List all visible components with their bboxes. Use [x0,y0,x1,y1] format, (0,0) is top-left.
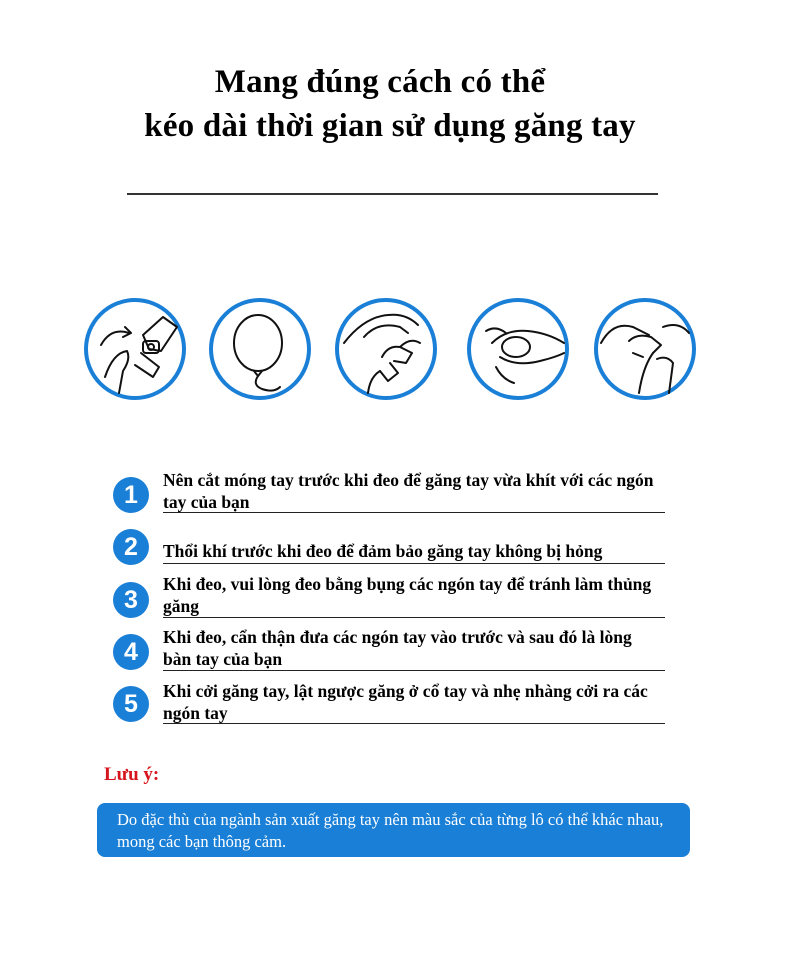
title-line-1: Mang đúng cách có thể [214,64,546,100]
title-divider [127,193,658,195]
step-underline [163,563,665,564]
title-line-2: kéo dài thời gian sử dụng găng tay [144,108,636,144]
step-number-badge: 4 [113,634,149,670]
insert-fingers-icon [466,297,570,401]
balloon-icon [208,297,312,401]
step-number-badge: 3 [113,582,149,618]
step-underline [163,723,665,724]
step-text: Khi đeo, cẩn thận đưa các ngón tay vào trước và sau đó là lòng bàn tay của bạn [163,627,632,669]
note-label: Lưu ý: [104,764,160,785]
trim-nails-icon [83,297,187,401]
step-number-badge: 5 [113,686,149,722]
remove-glove-icon [593,297,697,401]
step-number-badge: 2 [113,529,149,565]
fingertip-grip-icon [334,297,438,401]
note-text: Do đặc thù của ngành sản xuất găng tay nên màu sắc của từng lô có thể khác nhau, mong các bạn thông cảm. [117,810,664,851]
step-number-badge: 1 [113,477,149,513]
step-text: Thổi khí trước khi đeo để đảm bảo găng tay không bị hỏng [163,541,603,561]
step-text: Nên cắt móng tay trước khi đeo để găng tay vừa khít với các ngón tay của bạn [163,470,654,512]
step-underline [163,670,665,671]
step-text: Khi cởi găng tay, lật ngược găng ở cổ tay và nhẹ nhàng cởi ra các ngón tay [163,681,648,723]
step-underline [163,512,665,513]
step-text: Khi đeo, vui lòng đeo bằng bụng các ngón tay để tránh làm thủng găng [163,574,652,616]
note-box [97,803,690,857]
step-underline [163,617,665,618]
